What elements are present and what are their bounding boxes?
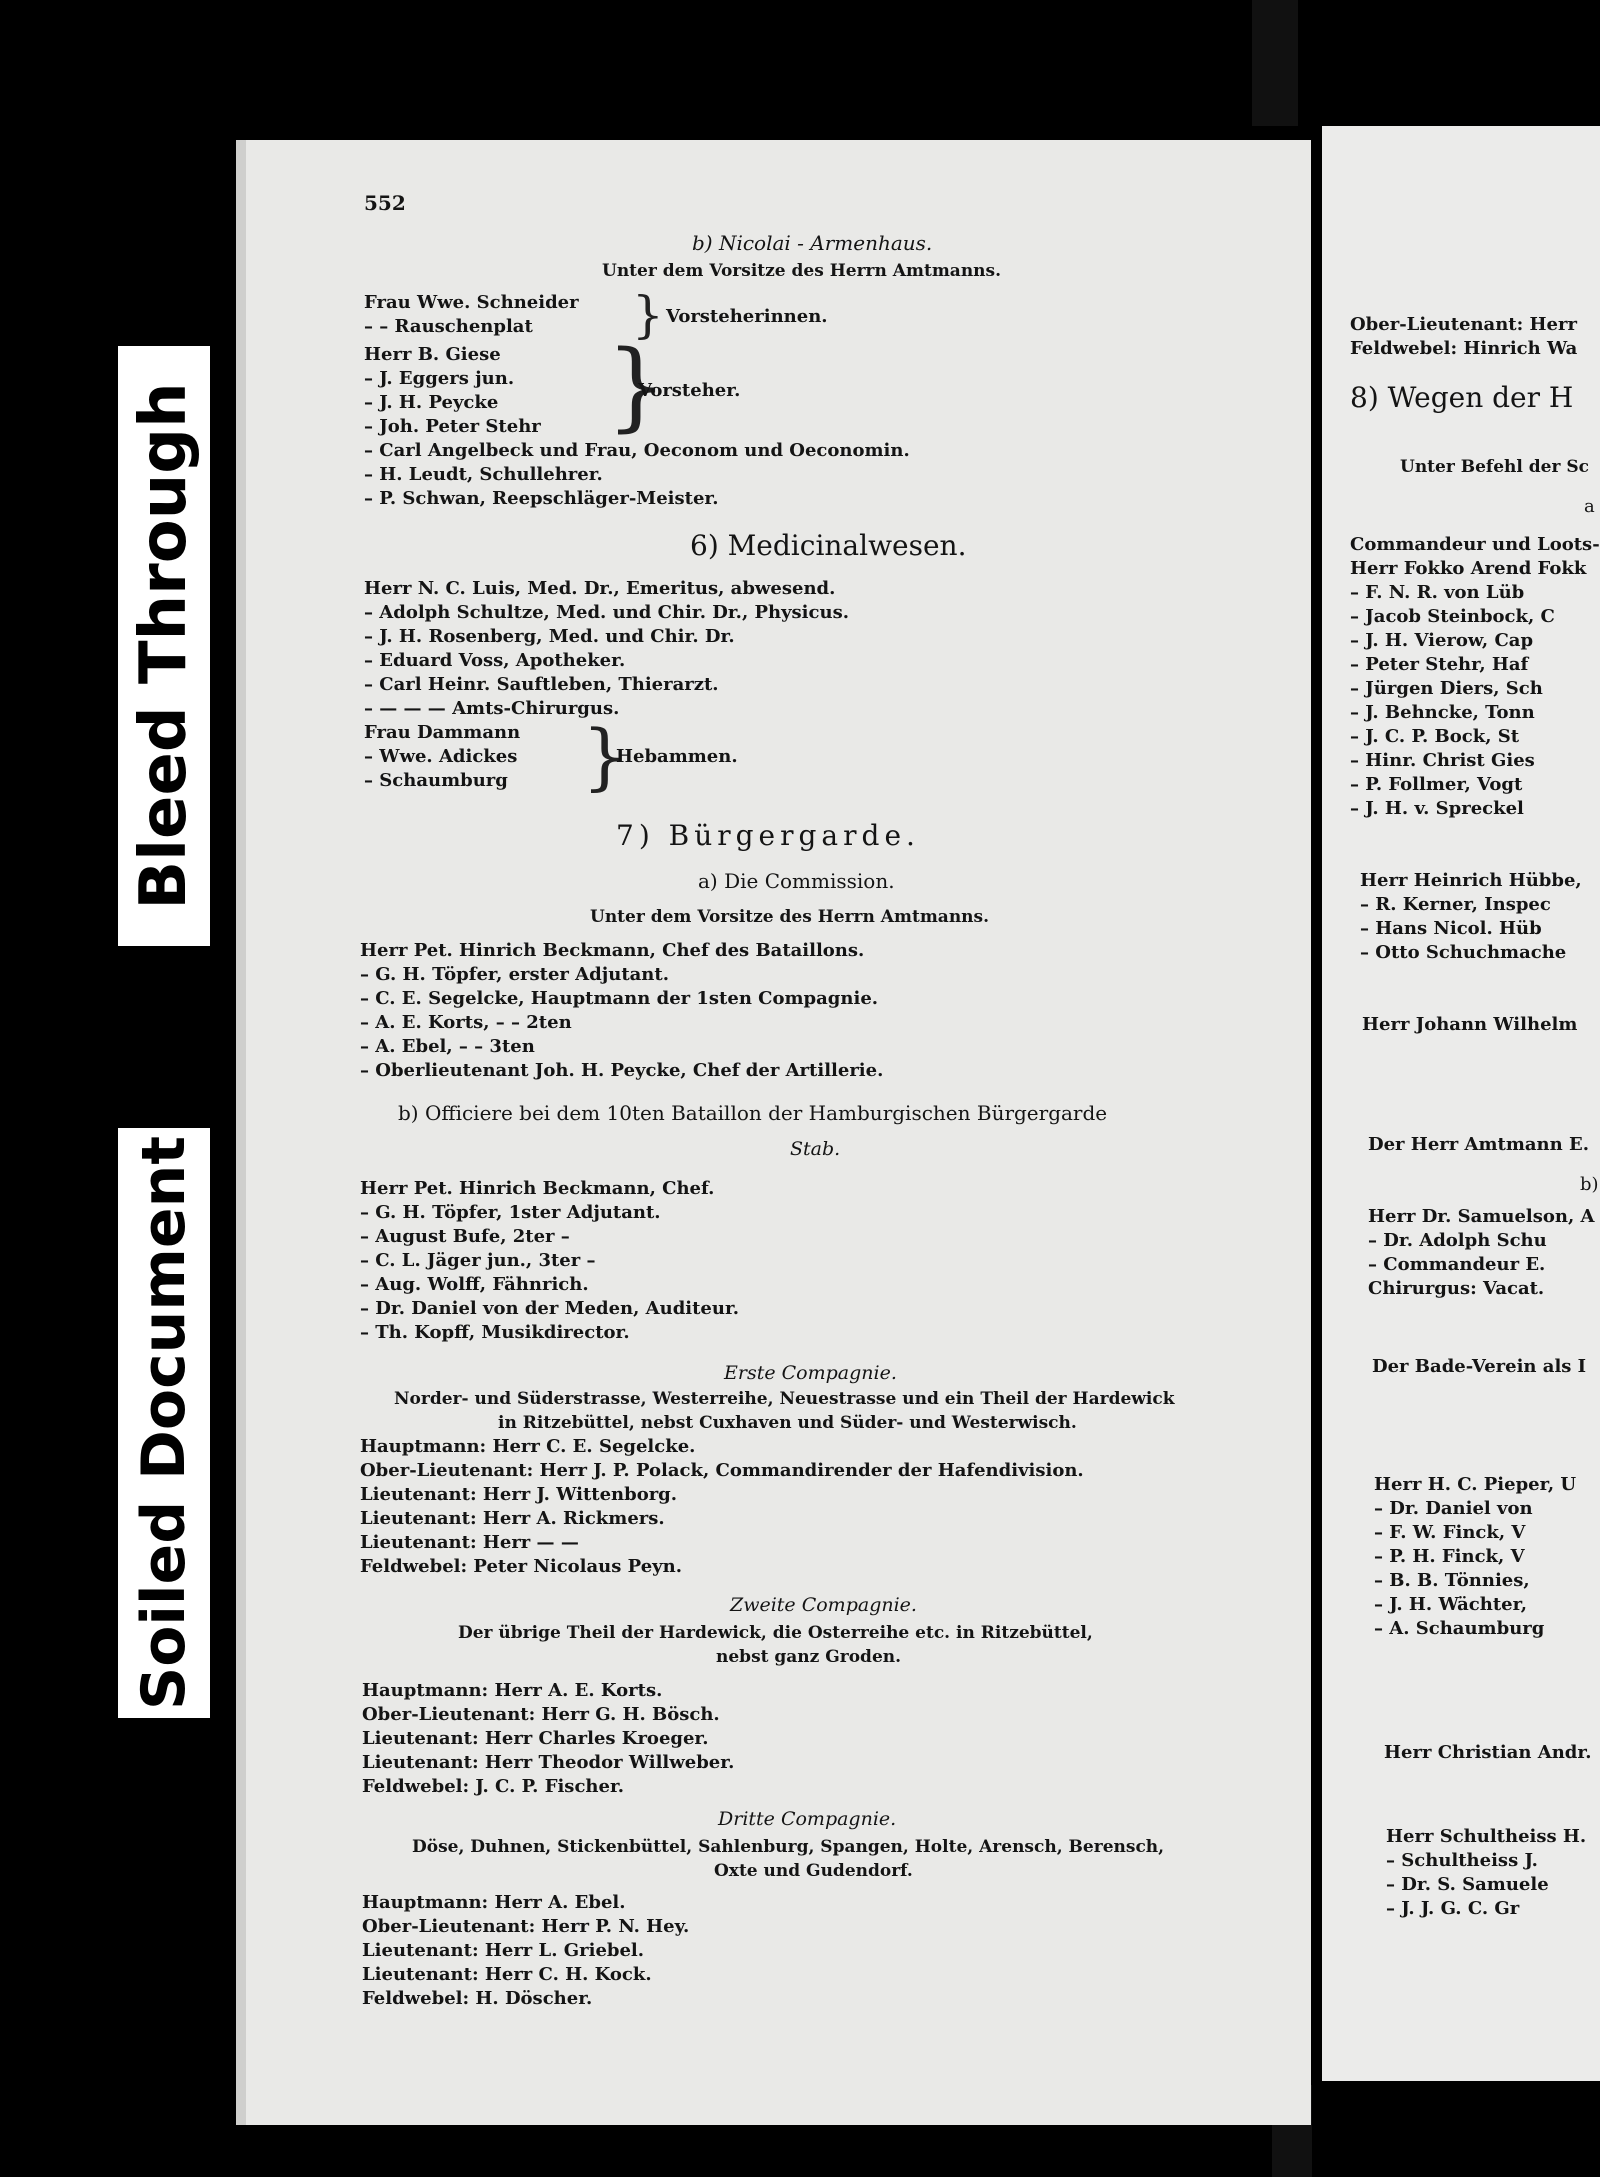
list-item: – C. E. Segelcke, Hauptmann der 1sten Compagnie. xyxy=(360,988,879,1009)
zweite-description: nebst ganz Groden. xyxy=(716,1647,902,1667)
stab-heading: Stab. xyxy=(790,1138,841,1160)
list-item: – A. Schaumburg xyxy=(1374,1618,1545,1639)
zweite-heading: Zweite Compagnie. xyxy=(730,1594,917,1616)
list-item: – Carl Heinr. Sauftleben, Thierarzt. xyxy=(364,674,719,695)
page-edge xyxy=(236,140,246,2125)
list-item: Herr Pet. Hinrich Beckmann, Chef. xyxy=(360,1178,715,1199)
list-item: – J. Behncke, Tonn xyxy=(1350,702,1535,723)
list-item: Lieutenant: Herr — — xyxy=(360,1532,579,1553)
section-b-subtitle: Unter dem Vorsitze des Herrn Amtmanns. xyxy=(602,261,1002,281)
list-item: Feldwebel: J. C. P. Fischer. xyxy=(362,1776,625,1797)
list-item: Herr B. Giese xyxy=(364,344,501,365)
list-item: – B. B. Tönnies, xyxy=(1374,1570,1530,1591)
group-label: Vorsteherinnen. xyxy=(666,306,828,327)
list-item: Feldwebel: Peter Nicolaus Peyn. xyxy=(360,1556,682,1577)
list-item: – C. L. Jäger jun., 3ter – xyxy=(360,1250,596,1271)
list-item: – R. Kerner, Inspec xyxy=(1360,894,1551,915)
list-item: – Adolph Schultze, Med. und Chir. Dr., Physicus. xyxy=(364,602,849,623)
list-item: – Dr. S. Samuele xyxy=(1386,1874,1549,1895)
list-item: Herr Dr. Samuelson, A xyxy=(1368,1206,1595,1227)
section-8-subtitle: Unter Befehl der Sc xyxy=(1400,457,1589,477)
left-page xyxy=(236,140,1311,2125)
list-item: – Otto Schuchmache xyxy=(1360,942,1567,963)
subsection-label: a xyxy=(1584,496,1595,517)
list-item: Lieutenant: Herr C. H. Kock. xyxy=(362,1964,652,1985)
list-item: Herr Fokko Arend Fokk xyxy=(1350,558,1587,579)
list-item: Lieutenant: Herr Theodor Willweber. xyxy=(362,1752,735,1773)
list-item: – Commandeur E. xyxy=(1368,1254,1546,1275)
list-item: – J. J. G. C. Gr xyxy=(1386,1898,1520,1919)
soiled-document-tab xyxy=(118,1128,210,1718)
list-item: – Dr. Daniel von xyxy=(1374,1498,1533,1519)
list-item: – August Bufe, 2ter – xyxy=(360,1226,570,1247)
list-item: – Eduard Voss, Apotheker. xyxy=(364,650,626,671)
list-item: – J. H. v. Spreckel xyxy=(1350,798,1524,819)
bleed-through-label: Bleed Through xyxy=(127,382,201,910)
list-item: Herr H. C. Pieper, U xyxy=(1374,1474,1577,1495)
list-item: – Aug. Wolff, Fähnrich. xyxy=(360,1274,589,1295)
list-item: – F. W. Finck, V xyxy=(1374,1522,1526,1543)
list-item: Frau Wwe. Schneider xyxy=(364,292,579,313)
list-item: Ober-Lieutenant: Herr xyxy=(1350,314,1577,335)
list-item: Ober-Lieutenant: Herr P. N. Hey. xyxy=(362,1916,690,1937)
list-item: – P. Schwan, Reepschläger-Meister. xyxy=(364,488,719,509)
dritte-heading: Dritte Compagnie. xyxy=(718,1808,897,1830)
list-item: Ober-Lieutenant: Herr G. H. Bösch. xyxy=(362,1704,720,1725)
list-item: – J. H. Vierow, Cap xyxy=(1350,630,1534,651)
list-item: – J. H. Peycke xyxy=(364,392,499,413)
list-item: – Schultheiss J. xyxy=(1386,1850,1538,1871)
list-item: – Carl Angelbeck und Frau, Oeconom und Oeconomin. xyxy=(364,440,910,461)
brace: } xyxy=(632,286,664,344)
list-item: – H. Leudt, Schullehrer. xyxy=(364,464,603,485)
erste-description: Norder- und Süderstrasse, Westerreihe, Neuestrasse und ein Theil der Hardewick xyxy=(394,1389,1175,1409)
brace: } xyxy=(606,330,668,442)
list-item: – Hinr. Christ Gies xyxy=(1350,750,1535,771)
list-item: Herr Heinrich Hübbe, xyxy=(1360,870,1582,891)
list-item: Lieutenant: Herr A. Rickmers. xyxy=(360,1508,665,1529)
list-item: – Jürgen Diers, Sch xyxy=(1350,678,1543,699)
list-item: – J. H. Rosenberg, Med. und Chir. Dr. xyxy=(364,626,735,647)
list-item: – Schaumburg xyxy=(364,770,508,791)
list-item: – J. Eggers jun. xyxy=(364,368,515,389)
list-item: Herr Christian Andr. xyxy=(1384,1742,1592,1763)
erste-heading: Erste Compagnie. xyxy=(724,1362,897,1384)
list-item: – Oberlieutenant Joh. H. Peycke, Chef der Artillerie. xyxy=(360,1060,884,1081)
soiled-document-label: Soiled Document xyxy=(129,1135,199,1711)
list-item: Chirurgus: Vacat. xyxy=(1368,1278,1545,1299)
group-label: Hebammen. xyxy=(616,746,738,767)
list-item: Herr Schultheiss H. xyxy=(1386,1826,1587,1847)
list-item: Feldwebel: Hinrich Wa xyxy=(1350,338,1578,359)
subsection-label: b) xyxy=(1580,1174,1599,1195)
section-8-title: 8) Wegen der H xyxy=(1350,381,1574,414)
list-item: Hauptmann: Herr A. Ebel. xyxy=(362,1892,626,1913)
list-item: – P. Follmer, Vogt xyxy=(1350,774,1523,795)
section-6-title: 6) Medicinalwesen. xyxy=(690,529,967,562)
list-item: – Hans Nicol. Hüb xyxy=(1360,918,1542,939)
list-item: Ober-Lieutenant: Herr J. P. Polack, Commandirender der Hafendivision. xyxy=(360,1460,1084,1481)
section-b-title: b) Nicolai - Armenhaus. xyxy=(692,231,933,255)
list-item: Der Herr Amtmann E. xyxy=(1368,1134,1589,1155)
list-item: Lieutenant: Herr J. Wittenborg. xyxy=(360,1484,678,1505)
list-item: – Th. Kopff, Musikdirector. xyxy=(360,1322,630,1343)
section-7-title: 7) Bürgergarde. xyxy=(616,819,920,852)
list-item: Hauptmann: Herr A. E. Korts. xyxy=(362,1680,663,1701)
list-item: – Jacob Steinbock, C xyxy=(1350,606,1555,627)
group-label: Vorsteher. xyxy=(638,380,741,401)
list-item: Hauptmann: Herr C. E. Segelcke. xyxy=(360,1436,696,1457)
list-item: – G. H. Töpfer, erster Adjutant. xyxy=(360,964,669,985)
list-item: – P. H. Finck, V xyxy=(1374,1546,1525,1567)
list-item: – F. N. R. von Lüb xyxy=(1350,582,1525,603)
dritte-description: Döse, Duhnen, Stickenbüttel, Sahlenburg, Spangen, Holte, Arensch, Berensch, xyxy=(412,1837,1165,1857)
dritte-description: Oxte und Gudendorf. xyxy=(714,1861,913,1881)
list-item: Herr Pet. Hinrich Beckmann, Chef des Bataillons. xyxy=(360,940,865,961)
list-item: Commandeur und Loots- xyxy=(1350,534,1600,555)
list-item: Frau Dammann xyxy=(364,722,521,743)
right-page xyxy=(1322,126,1600,2081)
binder-clip-top xyxy=(1252,0,1298,126)
list-item: – — — — Amts-Chirurgus. xyxy=(364,698,620,719)
section-7b-title: b) Officiere bei dem 10ten Bataillon der Hamburgischen Bürgergarde xyxy=(398,1101,1108,1125)
list-item: Herr N. C. Luis, Med. Dr., Emeritus, abwesend. xyxy=(364,578,836,599)
page-number: 552 xyxy=(364,191,406,215)
list-item: – J. H. Wächter, xyxy=(1374,1594,1528,1615)
list-item: – J. C. P. Bock, St xyxy=(1350,726,1520,747)
erste-description: in Ritzebüttel, nebst Cuxhaven und Süder- und Westerwisch. xyxy=(498,1413,1077,1433)
section-7a-title: a) Die Commission. xyxy=(698,869,895,893)
list-item: Der Bade-Verein als I xyxy=(1372,1356,1587,1377)
list-item: Lieutenant: Herr L. Griebel. xyxy=(362,1940,645,1961)
list-item: – – Rauschenplat xyxy=(364,316,533,337)
list-item: – Dr. Adolph Schu xyxy=(1368,1230,1547,1251)
list-item: Herr Johann Wilhelm xyxy=(1362,1014,1578,1035)
brace: } xyxy=(582,714,628,798)
list-item: Lieutenant: Herr Charles Kroeger. xyxy=(362,1728,709,1749)
list-item: – Peter Stehr, Haf xyxy=(1350,654,1529,675)
list-item: Feldwebel: H. Döscher. xyxy=(362,1988,593,2009)
list-item: – Wwe. Adickes xyxy=(364,746,518,767)
list-item: – A. Ebel, – – 3ten xyxy=(360,1036,535,1057)
bleed-through-tab xyxy=(118,346,210,946)
section-7a-subtitle: Unter dem Vorsitze des Herrn Amtmanns. xyxy=(590,907,990,927)
zweite-description: Der übrige Theil der Hardewick, die Osterreihe etc. in Ritzebüttel, xyxy=(458,1623,1093,1643)
list-item: – A. E. Korts, – – 2ten xyxy=(360,1012,572,1033)
list-item: – Joh. Peter Stehr xyxy=(364,416,541,437)
list-item: – G. H. Töpfer, 1ster Adjutant. xyxy=(360,1202,661,1223)
list-item: – Dr. Daniel von der Meden, Auditeur. xyxy=(360,1298,740,1319)
